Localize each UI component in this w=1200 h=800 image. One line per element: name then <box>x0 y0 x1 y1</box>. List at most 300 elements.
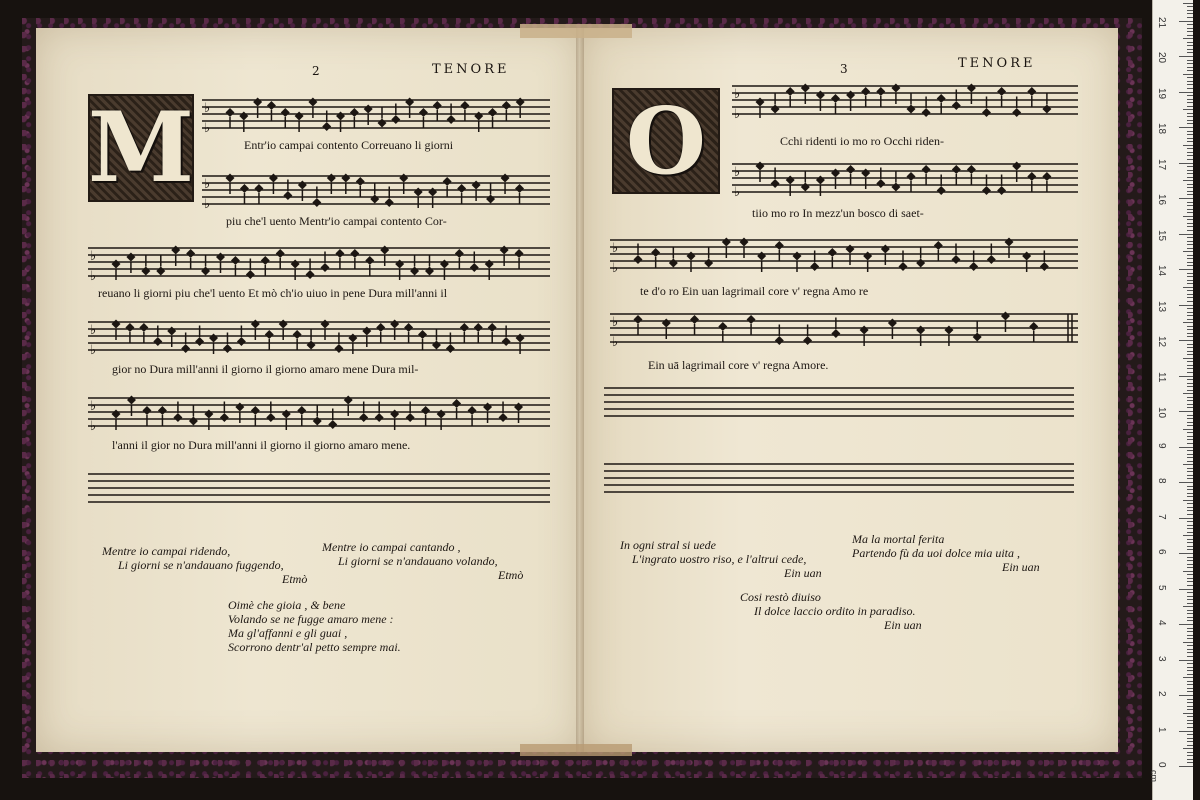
ruler-tick <box>1187 397 1193 398</box>
ruler-tick <box>1187 184 1193 185</box>
flat-sign: ♭ <box>612 335 619 350</box>
ruler-tick <box>1187 681 1193 682</box>
left-verse-col3 <box>228 598 401 654</box>
note-head <box>158 406 167 415</box>
ruler-tick <box>1187 372 1193 373</box>
note-head <box>468 406 477 415</box>
ruler-tick <box>1187 610 1193 611</box>
ruler-tick <box>1187 539 1193 540</box>
ruler-tick <box>1187 60 1193 61</box>
note-head <box>934 241 943 250</box>
ruler-tick <box>1187 81 1193 82</box>
ruler-tick <box>1187 486 1193 487</box>
note-head <box>987 255 996 264</box>
right-lyric-3: te d'o ro Ein uan lagrimail core v' regna Amo re <box>640 284 869 298</box>
note-head <box>279 320 288 329</box>
ruler-tick <box>1187 52 1193 53</box>
ruler-tick <box>1187 244 1193 245</box>
note-head <box>321 320 330 329</box>
note-head <box>447 115 456 124</box>
ruler-tick <box>1187 95 1193 96</box>
ruler-tick <box>1183 713 1193 714</box>
ruler-tick <box>1187 159 1193 160</box>
ruler-tick <box>1187 450 1193 451</box>
note-head <box>251 406 260 415</box>
ruler-tick <box>1187 457 1193 458</box>
ruler-tick <box>1187 35 1193 36</box>
note-head <box>251 320 260 329</box>
note-head <box>982 186 991 195</box>
ruler-tick <box>1187 709 1193 710</box>
ruler-tick <box>1187 599 1193 600</box>
flat-sign: ♭ <box>734 107 741 122</box>
verse-line: Etmò <box>498 568 524 582</box>
right-initial-o <box>612 88 720 194</box>
verse-line: Ein uan <box>784 566 822 580</box>
note-head <box>801 84 810 93</box>
ruler-tick <box>1187 443 1193 444</box>
note-head <box>322 122 331 131</box>
ruler-tick <box>1179 731 1193 732</box>
note-head <box>907 105 916 114</box>
ruler-tick <box>1187 542 1193 543</box>
ruler-tick <box>1187 177 1193 178</box>
note-head <box>376 323 385 332</box>
ruler-label: 19 <box>1156 87 1167 99</box>
ruler-tick <box>1183 358 1193 359</box>
note-head <box>651 248 660 257</box>
ruler-tick <box>1183 109 1193 110</box>
ruler-tick <box>1187 290 1193 291</box>
note-head <box>876 179 885 188</box>
note-head <box>344 396 353 405</box>
note-head <box>634 255 643 264</box>
ruler-tick <box>1179 376 1193 377</box>
note-head <box>718 322 727 331</box>
note-head <box>771 105 780 114</box>
left-staff-4 <box>88 314 550 356</box>
note-head <box>235 403 244 412</box>
note-head <box>899 262 908 271</box>
ruler-label: 8 <box>1156 478 1167 484</box>
ruler-tick <box>1179 56 1193 57</box>
ruler-tick <box>1187 134 1193 135</box>
note-head <box>1029 322 1038 331</box>
flat-sign: ♭ <box>90 399 97 414</box>
ruler-tick <box>1187 99 1193 100</box>
ruler-tick <box>1183 3 1193 4</box>
ruler-tick <box>1187 17 1193 18</box>
ruler-tick <box>1187 454 1193 455</box>
ruler-tick <box>1187 404 1193 405</box>
ruler-tick <box>1179 447 1193 448</box>
ruler-tick <box>1187 202 1193 203</box>
ruler-tick <box>1187 745 1193 746</box>
note-head <box>380 246 389 255</box>
left-staff-2 <box>202 168 550 210</box>
ruler-tick <box>1187 564 1193 565</box>
note-head <box>499 413 508 422</box>
ruler-tick <box>1187 166 1193 167</box>
flat-sign: ♭ <box>90 269 97 284</box>
ruler-tick <box>1187 344 1193 345</box>
note-head <box>298 181 307 190</box>
note-head <box>952 255 961 264</box>
ruler-tick <box>1187 326 1193 327</box>
note-head <box>944 326 953 335</box>
note-head <box>308 98 317 107</box>
ruler-tick <box>1179 198 1193 199</box>
note-head <box>189 417 198 426</box>
note-head <box>1027 172 1036 181</box>
note-head <box>266 413 275 422</box>
note-head <box>861 87 870 96</box>
note-head <box>973 333 982 342</box>
ruler-tick <box>1187 42 1193 43</box>
ruler-tick <box>1187 631 1193 632</box>
note-head <box>223 344 232 353</box>
ruler-tick <box>1183 287 1193 288</box>
note-head <box>786 87 795 96</box>
ruler-tick <box>1187 209 1193 210</box>
ruler-tick <box>1187 131 1193 132</box>
note-head <box>378 119 387 128</box>
note-head <box>722 238 731 247</box>
note-head <box>997 186 1006 195</box>
note-head <box>687 252 696 261</box>
note-head <box>405 98 414 107</box>
ruler-tick <box>1187 315 1193 316</box>
note-head <box>485 260 494 269</box>
ruler-tick <box>1187 613 1193 614</box>
note-head <box>297 406 306 415</box>
note-head <box>483 403 492 412</box>
ruler-tick <box>1187 574 1193 575</box>
right-verse-col2 <box>852 532 1040 574</box>
left-lyric-4: gior no Dura mill'anni il giorno il giorno amaro mene Dura mil- <box>112 362 419 376</box>
note-head <box>240 184 249 193</box>
ruler-tick <box>1187 116 1193 117</box>
right-staff-3 <box>610 232 1078 274</box>
ruler-tick <box>1187 312 1193 313</box>
note-head <box>334 344 343 353</box>
ruler-tick <box>1187 706 1193 707</box>
ruler-tick <box>1187 546 1193 547</box>
note-head <box>142 406 151 415</box>
note-head <box>516 98 525 107</box>
right-staff-1 <box>732 78 1078 120</box>
left-lyric-1: Entr'io campai contento Correuano li giorni <box>244 138 454 152</box>
ruler-label: 18 <box>1156 123 1167 135</box>
ruler-label: 14 <box>1156 265 1167 277</box>
note-head <box>365 256 374 265</box>
note-head <box>793 252 802 261</box>
ruler-tick <box>1187 173 1193 174</box>
note-head <box>267 101 276 110</box>
note-head <box>861 169 870 178</box>
ruler-tick <box>1179 340 1193 341</box>
left-folio: 2 <box>312 64 320 78</box>
note-head <box>452 399 461 408</box>
binding-tape-bottom <box>520 744 632 756</box>
note-head <box>306 270 315 279</box>
note-head <box>312 198 321 207</box>
ruler-tick <box>1187 752 1193 753</box>
ruler-tick <box>1179 411 1193 412</box>
ruler-tick <box>1183 393 1193 394</box>
note-head <box>907 172 916 181</box>
ruler-tick <box>1187 205 1193 206</box>
note-head <box>440 260 449 269</box>
ruler-tick <box>1187 670 1193 671</box>
ruler-tick <box>1187 478 1193 479</box>
note-head <box>922 165 931 174</box>
binding-tape-top <box>520 24 632 38</box>
ruler-tick <box>1187 262 1193 263</box>
note-head <box>502 101 511 110</box>
ruler-tick <box>1183 642 1193 643</box>
note-head <box>891 84 900 93</box>
note-head <box>112 260 121 269</box>
note-head <box>226 174 235 183</box>
note-head <box>922 108 931 117</box>
ruler-tick <box>1187 113 1193 114</box>
note-head <box>1040 262 1049 271</box>
left-lyric-5: l'anni il gior no Dura mill'anni il giorno il giorno amaro mene. <box>112 438 411 452</box>
ruler-tick <box>1187 439 1193 440</box>
ruler-tick <box>1187 549 1193 550</box>
note-head <box>253 98 262 107</box>
ruler-label: 15 <box>1156 229 1167 241</box>
ruler-tick <box>1179 553 1193 554</box>
note-head <box>341 174 350 183</box>
ruler-tick <box>1179 21 1193 22</box>
ruler-tick <box>1183 251 1193 252</box>
note-head <box>457 184 466 193</box>
note-head <box>350 249 359 258</box>
note-head <box>239 112 248 121</box>
ruler-tick <box>1179 92 1193 93</box>
note-head <box>291 260 300 269</box>
note-head <box>1022 252 1031 261</box>
ruler-label: 6 <box>1156 549 1167 555</box>
ruler-tick <box>1187 667 1193 668</box>
ruler-tick <box>1183 606 1193 607</box>
note-head <box>771 179 780 188</box>
left-staff-3 <box>88 240 550 282</box>
note-head <box>173 413 182 422</box>
note-head <box>321 263 330 272</box>
ruler-tick <box>1183 74 1193 75</box>
note-head <box>421 406 430 415</box>
ruler-tick <box>1187 755 1193 756</box>
note-head <box>391 115 400 124</box>
note-head <box>359 413 368 422</box>
left-verse-col2 <box>322 540 523 582</box>
ruler-tick <box>1187 88 1193 89</box>
left-staff-5 <box>88 390 550 432</box>
note-head <box>816 91 825 100</box>
ruler-tick <box>1187 617 1193 618</box>
ruler-tick <box>1187 663 1193 664</box>
ruler-tick <box>1187 67 1193 68</box>
ruler-tick <box>1187 688 1193 689</box>
note-head <box>515 184 524 193</box>
note-head <box>863 252 872 261</box>
note-head <box>195 337 204 346</box>
note-head <box>810 262 819 271</box>
ruler-tick <box>1187 138 1193 139</box>
ruler-tick <box>1187 351 1193 352</box>
ruler-tick <box>1179 269 1193 270</box>
ruler-tick <box>1187 319 1193 320</box>
ruler-tick <box>1187 368 1193 369</box>
note-head <box>356 177 365 186</box>
right-folio: 3 <box>840 62 848 76</box>
ruler-tick <box>1187 237 1193 238</box>
note-head <box>747 315 756 324</box>
ruler-tick <box>1187 510 1193 511</box>
ruler-tick <box>1187 383 1193 384</box>
note-head <box>500 246 509 255</box>
flat-sign: ♭ <box>204 101 211 116</box>
ruler-tick <box>1183 535 1193 536</box>
ruler-label: 20 <box>1156 52 1167 64</box>
flat-sign: ♭ <box>204 197 211 212</box>
initial-letter: M <box>87 91 195 204</box>
measurement-ruler <box>1149 0 1193 800</box>
ruler-label: 16 <box>1156 194 1167 206</box>
left-empty-staff <box>88 466 550 508</box>
verse-line: Ein uan <box>884 618 922 632</box>
note-head <box>881 245 890 254</box>
note-head <box>1012 108 1021 117</box>
page-gutter <box>576 28 584 752</box>
flat-sign: ♭ <box>734 165 741 180</box>
ruler-label: 11 <box>1156 371 1167 382</box>
note-head <box>370 195 379 204</box>
ruler-tick <box>1187 24 1193 25</box>
note-head <box>404 323 413 332</box>
ruler-tick <box>1187 503 1193 504</box>
note-head <box>254 184 263 193</box>
note-head <box>141 267 150 276</box>
note-head <box>406 413 415 422</box>
ruler-tick <box>1187 585 1193 586</box>
ruler-tick <box>1187 471 1193 472</box>
ruler-tick <box>1187 649 1193 650</box>
note-head <box>414 188 423 197</box>
ruler-tick <box>1187 6 1193 7</box>
ruler-tick <box>1187 28 1193 29</box>
ruler-tick <box>1187 525 1193 526</box>
right-lyric-1: Cchi ridenti io mo ro Occhi riden- <box>780 134 944 148</box>
ruler-tick <box>1187 255 1193 256</box>
right-staff-2 <box>732 156 1078 198</box>
ruler-tick <box>1187 620 1193 621</box>
ruler-tick <box>1187 223 1193 224</box>
ruler-tick <box>1187 379 1193 380</box>
note-head <box>669 259 678 268</box>
note-head <box>443 177 452 186</box>
flat-sign: ♭ <box>612 261 619 276</box>
ruler-tick <box>1187 489 1193 490</box>
note-head <box>375 413 384 422</box>
note-head <box>516 334 525 343</box>
left-staff-1 <box>202 92 550 134</box>
ruler-tick <box>1179 589 1193 590</box>
flat-sign: ♭ <box>90 419 97 434</box>
note-head <box>399 174 408 183</box>
note-head <box>690 315 699 324</box>
ruler-label: 13 <box>1156 300 1167 312</box>
note-head <box>486 195 495 204</box>
note-head <box>265 330 274 339</box>
flat-sign: ♭ <box>90 343 97 358</box>
ruler-label: 9 <box>1156 442 1167 449</box>
note-head <box>186 249 195 258</box>
right-lyric-4: Ein uā lagrimail core v' regna Amore. <box>648 358 829 372</box>
verse-line: In ogni stral si uede <box>620 538 716 552</box>
note-head <box>433 101 442 110</box>
verse-line: Li giorni se n'andauano fuggendo, <box>118 558 284 572</box>
ruler-tick <box>1187 475 1193 476</box>
note-head <box>246 270 255 279</box>
left-lyric-3: reuano li giorni piu che'l uento Et mò ch'io uiuo in pene Dura mill'anni il <box>98 286 448 300</box>
flat-sign: ♭ <box>90 249 97 264</box>
note-head <box>888 319 897 328</box>
verse-line: Etmò <box>282 572 308 586</box>
note-head <box>171 246 180 255</box>
note-head <box>455 249 464 258</box>
ruler-tick <box>1187 297 1193 298</box>
note-head <box>282 410 291 419</box>
note-head <box>952 165 961 174</box>
ruler-tick <box>1187 638 1193 639</box>
ruler-tick <box>1187 407 1193 408</box>
note-head <box>816 176 825 185</box>
note-head <box>952 101 961 110</box>
note-head <box>204 410 213 419</box>
left-running-head: TENORE <box>432 62 510 77</box>
note-head <box>112 320 121 329</box>
ruler-tick <box>1187 432 1193 433</box>
ruler-label: 4 <box>1156 620 1167 626</box>
ruler-tick <box>1187 241 1193 242</box>
ruler-tick <box>1187 567 1193 568</box>
ruler-tick <box>1187 191 1193 192</box>
ruler-tick <box>1187 10 1193 11</box>
note-head <box>139 323 148 332</box>
ruler-tick <box>1187 418 1193 419</box>
ruler-tick <box>1187 734 1193 735</box>
note-head <box>307 341 316 350</box>
note-head <box>1005 238 1014 247</box>
note-head <box>662 319 671 328</box>
note-head <box>385 198 394 207</box>
note-head <box>860 326 869 335</box>
note-head <box>501 174 510 183</box>
note-head <box>997 87 1006 96</box>
right-verse-col3 <box>740 590 922 632</box>
note-head <box>153 337 162 346</box>
ruler-tick <box>1187 70 1193 71</box>
ruler-tick <box>1187 720 1193 721</box>
note-head <box>237 337 246 346</box>
ruler-tick <box>1187 741 1193 742</box>
ruler-tick <box>1187 212 1193 213</box>
ruler-tick <box>1187 521 1193 522</box>
